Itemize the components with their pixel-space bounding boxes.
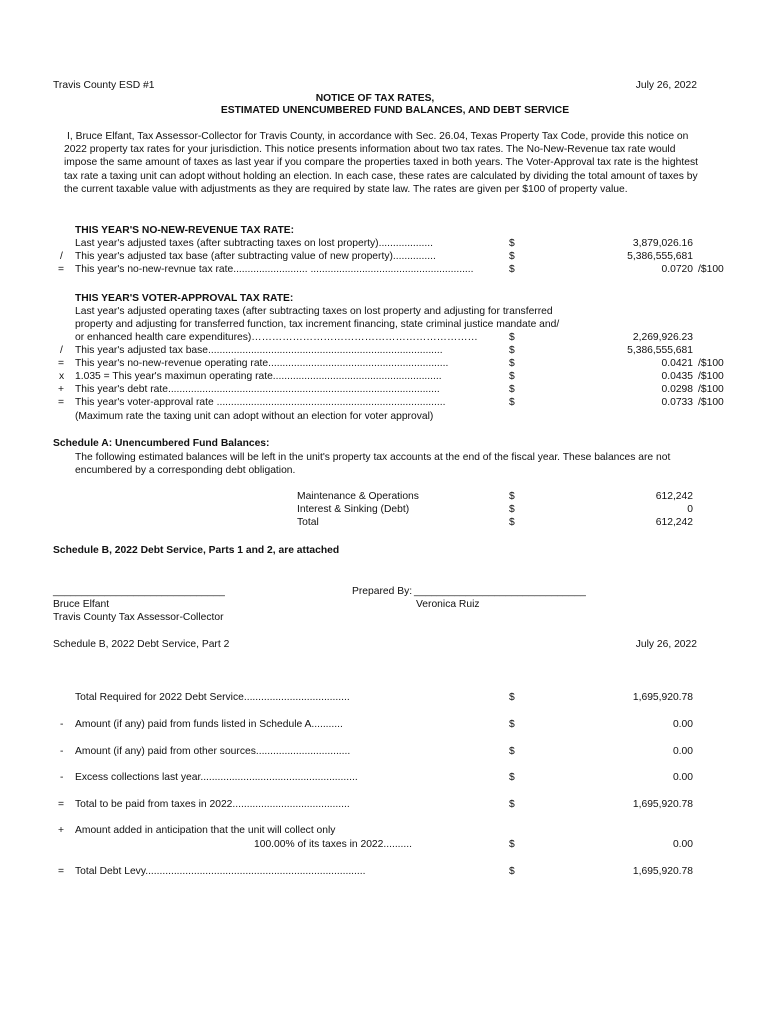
nnr-dollar: $: [509, 238, 515, 249]
levy-label: Total Debt Levy.............................................................................: [75, 866, 366, 877]
debt-value: 0.00: [672, 746, 693, 757]
nnr-value: 0.0720: [661, 264, 693, 275]
notice-title-1: NOTICE OF TAX RATES,: [315, 93, 435, 104]
va-value: 5,386,555,681: [627, 345, 693, 356]
fund-label: Interest & Sinking (Debt): [297, 504, 410, 515]
nnr-label: This year's adjusted tax base (after subtracting value of new property)...............: [75, 251, 436, 262]
va-value: 0.0733: [661, 397, 693, 408]
va-op: x: [59, 371, 65, 382]
preparer-name: Veronica Ruiz: [416, 599, 480, 610]
nnr-heading: THIS YEAR'S NO-NEW-REVENUE TAX RATE:: [75, 225, 295, 236]
va-dollar: $: [509, 358, 515, 369]
va-value: 0.0435: [661, 371, 693, 382]
levy-value: 1,695,920.78: [632, 866, 693, 877]
va-line-3: or enhanced health care expenditures)…………………………………………………………: [75, 332, 478, 343]
debt-dollar: $: [509, 799, 515, 810]
debt-label: Amount (if any) paid from other sources.................................: [75, 746, 351, 757]
va-unit: /$100: [698, 371, 724, 382]
fund-dollar: $: [509, 491, 515, 502]
intro-paragraph: I, Bruce Elfant, Tax Assessor-Collector for Travis County, in accordance with Sec. 26.04, Texas Property Tax Code, provide this notice on 2022 property tax rates for your jurisdiction. This notice presents information about two tax rates. The No-New-Revenue tax rate would impose the same amount of taxes as last year if you compare the properties taxed in both years. The Voter-Approval tax rate is the hightest tax rate a taxing unit can adopt without holding an election. In each case, these rates are calculated by dividing the total amount of taxes by the current taxable value with adjustments as they are required by state law. The rates are given per $100 of property value.: [64, 131, 698, 195]
va-dollar: $: [509, 345, 515, 356]
va-label: This year's no-new-revenue operating rate...............................................................: [75, 358, 449, 369]
prepared-by-line: ______________________________: [414, 586, 586, 597]
debt-label: Total to be paid from taxes in 2022.........................................: [75, 799, 350, 810]
fund-value: 612,242: [655, 517, 693, 528]
va-label: This year's debt rate...............................................................................................: [75, 384, 440, 395]
prepared-by-label: Prepared By:: [352, 586, 413, 597]
va-value: 0.0421: [661, 358, 693, 369]
signer-title: Travis County Tax Assessor-Collector: [53, 612, 224, 623]
nnr-label: Last year's adjusted taxes (after subtracting taxes on lost property)...................: [75, 238, 433, 249]
fund-dollar: $: [509, 504, 515, 515]
fund-label: Maintenance & Operations: [297, 491, 419, 502]
part2-heading: Schedule B, 2022 Debt Service, Part 2: [53, 639, 230, 650]
debt-value: 1,695,920.78: [632, 692, 693, 703]
debt-op: =: [58, 799, 65, 810]
schedule-a-heading: Schedule A: Unencumbered Fund Balances:: [53, 438, 270, 449]
va-op: +: [58, 384, 65, 395]
part2-date: July 26, 2022: [635, 639, 697, 650]
nnr-label: This year's no-new-revnue tax rate.......................... .........................................................: [75, 264, 474, 275]
nnr-op: /: [60, 251, 63, 262]
nnr-value: 5,386,555,681: [627, 251, 693, 262]
va-heading: THIS YEAR'S VOTER-APPROVAL TAX RATE:: [75, 293, 294, 304]
va-line-2: property and adjusting for transferred function, tax increment financing, state criminal justice mandate and/: [75, 319, 560, 330]
va-unit: /$100: [698, 397, 724, 408]
va-dollar: $: [509, 332, 515, 343]
va-label: This year's adjusted tax base..................................................................................: [75, 345, 443, 356]
debt-op: -: [60, 719, 64, 730]
fund-value: 0: [687, 504, 693, 515]
debt-dollar: $: [509, 746, 515, 757]
va-label: 1.035 = This year's maximun operating rate...........................................................: [75, 371, 442, 382]
va-unit: /$100: [698, 358, 724, 369]
nnr-op: =: [58, 264, 65, 275]
signature-line: ______________________________: [53, 586, 225, 597]
fund-dollar: $: [509, 517, 515, 528]
va-op: =: [58, 397, 65, 408]
va-dollar: $: [509, 384, 515, 395]
va-dollar: $: [509, 397, 515, 408]
anticipation-sub: 100.00% of its taxes in 2022..........: [254, 839, 412, 850]
va-note: (Maximum rate the taxing unit can adopt without an election for voter approval): [75, 411, 434, 422]
notice-title-2: ESTIMATED UNENCUMBERED FUND BALANCES, AND DEBT SERVICE: [220, 105, 570, 116]
debt-label: Total Required for 2022 Debt Service.....................................: [75, 692, 350, 703]
schedule-a-text: The following estimated balances will be left in the unit's property tax accounts at the end of the fiscal year. These balances are not encumbered by a corresponding debt obligation.: [75, 452, 671, 476]
anticipation-label: Amount added in anticipation that the unit will collect only: [75, 825, 336, 836]
anticipation-dollar: $: [509, 839, 515, 850]
fund-label: Total: [297, 517, 319, 528]
nnr-dollar: $: [509, 264, 515, 275]
debt-dollar: $: [509, 772, 515, 783]
va-value: 0.0298: [661, 384, 693, 395]
nnr-value: 3,879,026.16: [632, 238, 693, 249]
va-dollar: $: [509, 371, 515, 382]
anticipation-op: +: [58, 825, 65, 836]
debt-label: Amount (if any) paid from funds listed in Schedule A...........: [75, 719, 343, 730]
debt-label: Excess collections last year.......................................................: [75, 772, 358, 783]
nnr-dollar: $: [509, 251, 515, 262]
nnr-unit: /$100: [698, 264, 724, 275]
va-unit: /$100: [698, 384, 724, 395]
debt-value: 1,695,920.78: [632, 799, 693, 810]
debt-op: -: [60, 772, 64, 783]
anticipation-value: 0.00: [672, 839, 693, 850]
levy-dollar: $: [509, 866, 515, 877]
va-op: =: [58, 358, 65, 369]
signer-name: Bruce Elfant: [53, 599, 110, 610]
va-op: /: [60, 345, 63, 356]
debt-dollar: $: [509, 719, 515, 730]
debt-value: 0.00: [672, 719, 693, 730]
va-label: This year's voter-approval rate ................................................................................: [75, 397, 446, 408]
levy-op: =: [58, 866, 65, 877]
debt-op: -: [60, 746, 64, 757]
notice-date: July 26, 2022: [635, 80, 697, 91]
va-value: 2,269,926.23: [632, 332, 693, 343]
debt-value: 0.00: [672, 772, 693, 783]
schedule-b-note: Schedule B, 2022 Debt Service, Parts 1 and 2, are attached: [53, 545, 340, 556]
district-name: Travis County ESD #1: [53, 80, 155, 91]
debt-dollar: $: [509, 692, 515, 703]
va-line-1: Last year's adjusted operating taxes (after subtracting taxes on lost property and adjusting for transferred: [75, 306, 553, 317]
fund-value: 612,242: [655, 491, 693, 502]
